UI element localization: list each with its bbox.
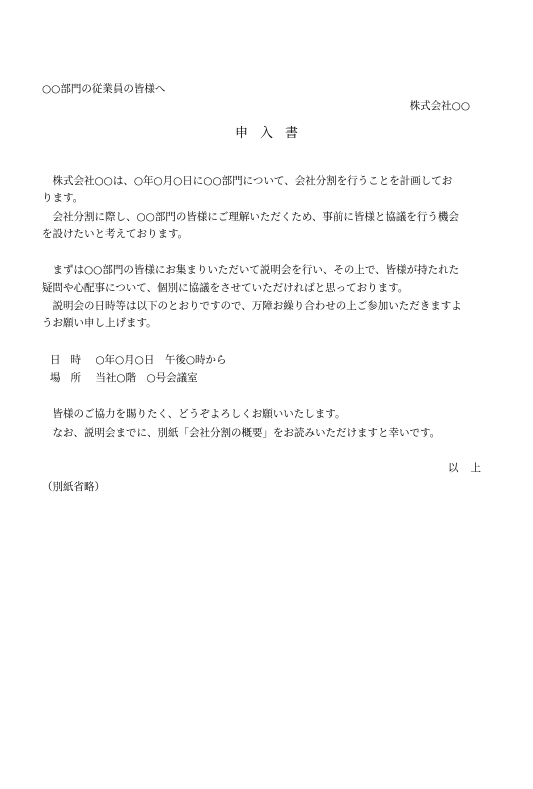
body-paragraph-line: を設けたいと考えております。 xyxy=(42,228,189,240)
sender-company: 株式会社○○ xyxy=(409,100,470,112)
body-paragraph-line: 会社分割に際し、○○部門の皆様にご理解いただくため、事前に皆様と協議を行う機会 xyxy=(42,211,459,223)
place-label: 場所 xyxy=(50,372,91,384)
date-label: 日時 xyxy=(50,354,91,366)
place-value: 当社○階 ○号会議室 xyxy=(95,372,198,384)
body-paragraph-line: 株式会社○○は、○年○月○日に○○部門について、会社分割を行うことを計画してお xyxy=(42,175,453,187)
body-paragraph-line: 説明会の日時等は以下のとおりですので、万障お繰り合わせの上ご参加いただきますよ xyxy=(42,300,462,312)
body-paragraph-line: なお、説明会までに、別紙「会社分割の概要」をお読みいただけますと幸いです。 xyxy=(42,427,441,439)
attachment-note: （別紙省略） xyxy=(42,481,105,493)
body-paragraph-line: 疑問や心配事について、個別に協議をさせていただければと思っております。 xyxy=(42,282,409,294)
document-title: 申入書 xyxy=(234,126,310,141)
body-paragraph-line: うお願い申し上げます。 xyxy=(42,317,157,329)
body-paragraph-line: ります。 xyxy=(42,192,84,204)
addressee: ○○部門の従業員の皆様へ xyxy=(42,83,166,95)
body-paragraph-line: まずは○○部門の皆様にお集まりいただいて説明会を行い、その上で、皆様が持たれた xyxy=(42,264,460,276)
closing-mark: 以上 xyxy=(448,462,493,474)
date-value: ○年○月○日 午後○時から xyxy=(95,354,227,366)
meeting-date-row xyxy=(50,355,227,366)
body-paragraph-line: 皆様のご協力を賜りたく、どうぞよろしくお願いいたします。 xyxy=(42,408,346,420)
meeting-place-row xyxy=(50,373,198,384)
